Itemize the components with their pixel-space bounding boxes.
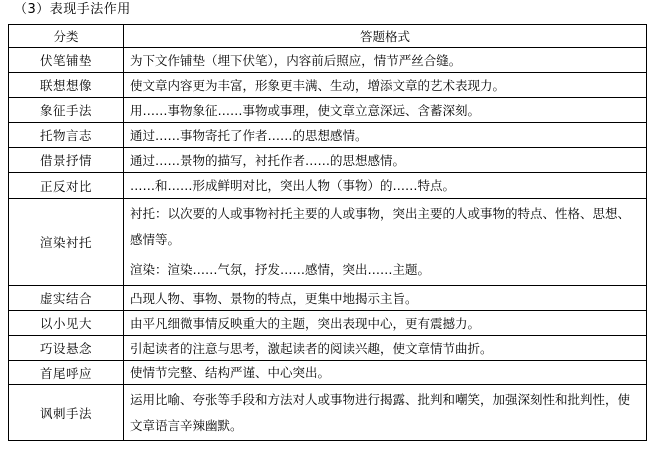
row-category: 象征手法 <box>9 98 124 123</box>
row-category: 借景抒情 <box>9 148 124 173</box>
row-format: 运用比喻、夸张等手段和方法对人或事物进行揭露、批判和嘲笑，加强深刻性和批判性，使文章语言辛辣幽默。 <box>124 385 647 441</box>
row-format: 用……事物象征……事物或事理，使文章立意深远、含蓄深刻。 <box>124 98 647 123</box>
row-format: 通过……事物寄托了作者……的思想感情。 <box>124 123 647 148</box>
table-row <box>9 48 647 73</box>
table-row <box>9 199 647 286</box>
table-row <box>9 98 647 123</box>
row-category: 巧设悬念 <box>9 336 124 361</box>
row-format: 为下文作铺垫（埋下伏笔），内容前后照应，情节严丝合缝。 <box>124 48 647 73</box>
header-format: 答题格式 <box>124 25 647 48</box>
row-format <box>124 199 647 286</box>
row-format: 引起读者的注意与思考，激起读者的阅读兴趣，使文章情节曲折。 <box>124 336 647 361</box>
table-row <box>9 336 647 361</box>
row-category: 虚实结合 <box>9 286 124 311</box>
row-category: 伏笔铺垫 <box>9 48 124 73</box>
row-category: 首尾呼应 <box>9 361 124 385</box>
table-row <box>9 148 647 173</box>
table-row <box>9 173 647 199</box>
table-header-row <box>9 25 647 48</box>
row-category: 以小见大 <box>9 311 124 336</box>
row-category: 正反对比 <box>9 173 124 199</box>
table-row <box>9 286 647 311</box>
row-format: 凸现人物、事物、景物的特点，更集中地揭示主旨。 <box>124 286 647 311</box>
row-format: 使文章内容更为丰富，形象更丰满、生动，增添文章的艺术表现力。 <box>124 73 647 98</box>
row-category: 联想想像 <box>9 73 124 98</box>
row-format: 使情节完整、结构严谨、中心突出。 <box>124 361 647 385</box>
section-title: （3）表现手法作用 <box>14 2 131 17</box>
table-row <box>9 385 647 441</box>
table-row <box>9 123 647 148</box>
row-format-part-2: 渲染：渲染……气氛，抒发……感情，突出……主题。 <box>130 262 431 277</box>
row-format-part-1: 衬托：以次要的人或事物衬托主要的人或事物，突出主要的人或事物的特点、性格、思想、感情等。 <box>130 206 631 247</box>
table-row <box>9 361 647 385</box>
row-format: 通过……景物的描写，衬托作者……的思想感情。 <box>124 148 647 173</box>
row-category: 托物言志 <box>9 123 124 148</box>
table-row <box>9 73 647 98</box>
row-format: ……和……形成鲜明对比，突出人物（事物）的……特点。 <box>124 173 647 199</box>
row-format: 由平凡细微事情反映重大的主题，突出表现中心，更有震撼力。 <box>124 311 647 336</box>
expression-techniques-table <box>8 24 647 441</box>
row-category: 讽刺手法 <box>9 385 124 441</box>
header-category: 分类 <box>9 25 124 48</box>
table-row <box>9 311 647 336</box>
row-category: 渲染衬托 <box>9 199 124 286</box>
